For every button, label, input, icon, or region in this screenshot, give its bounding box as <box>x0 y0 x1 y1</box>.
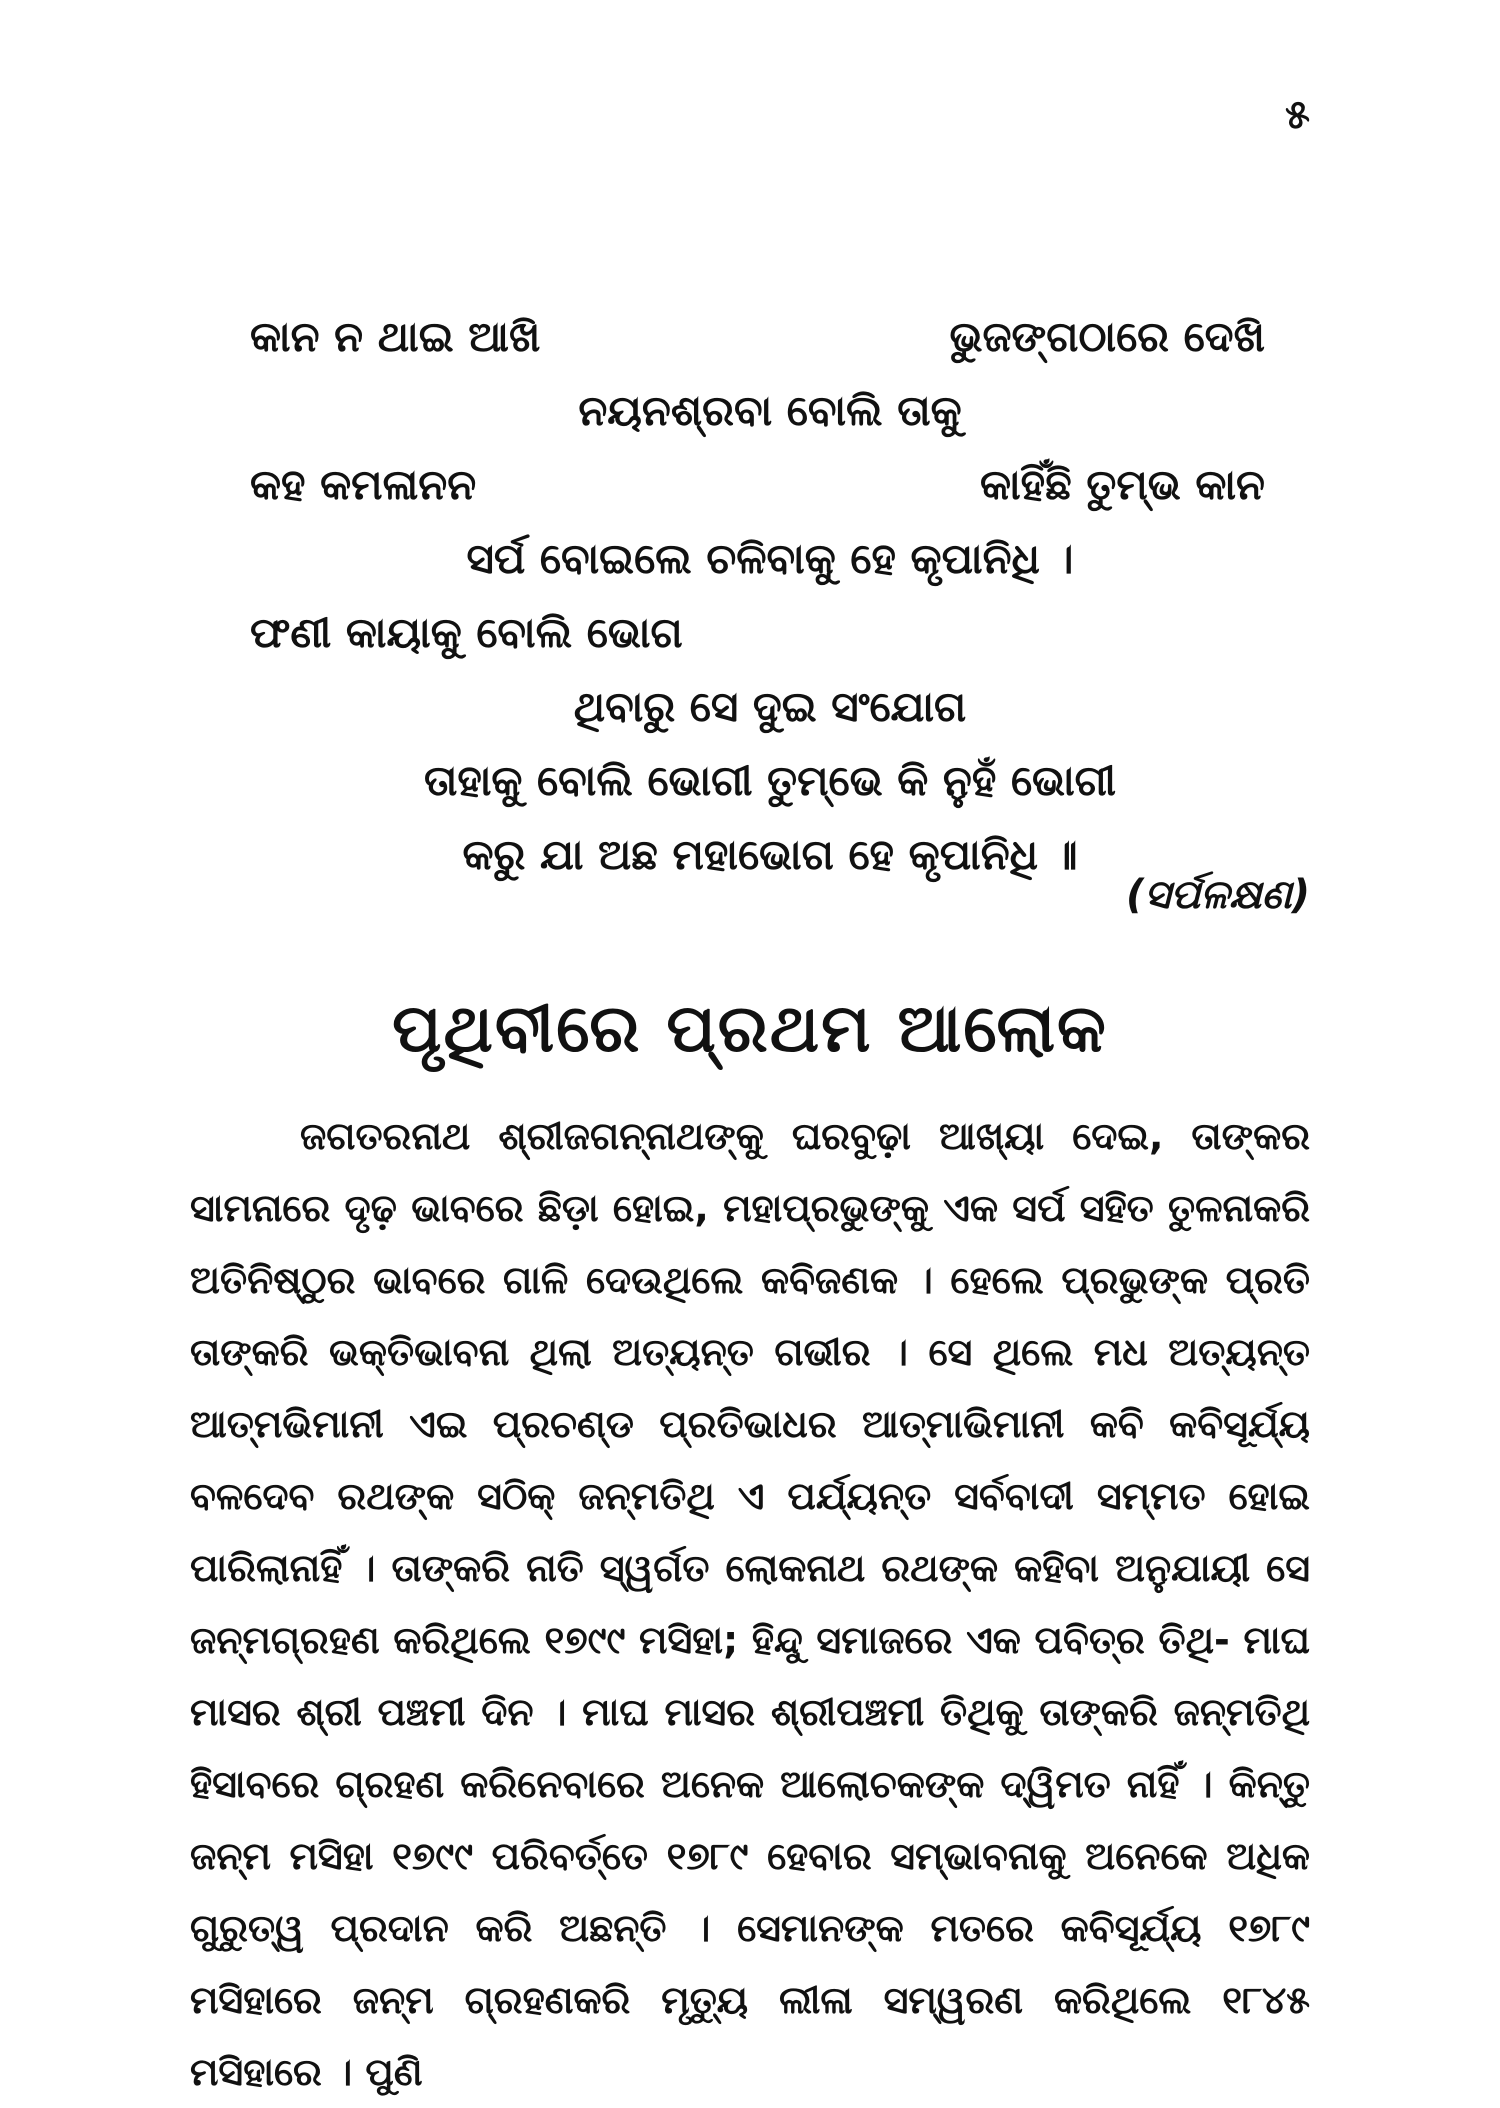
poem-source: (ସର୍ପଳକ୍ଷଣ) <box>1125 872 1310 918</box>
poem-line-left: କାନ ନ ଥାଇ ଆଖି <box>250 312 541 361</box>
page-number: ୫ <box>1285 92 1310 138</box>
chapter-body-paragraph: ଜଗତରନାଥ ଶ୍ରୀଜଗନ୍ନାଥଙ୍କୁ ଘରବୁଢ଼ା ଆଖ୍ୟା ଦେଇ, ତାଙ୍କର ସାମନାରେ ଦୃଢ଼ ଭାବରେ ଛିଡ଼ା ହୋଇ, ମହାପ୍ରଭୁଙ୍କୁ ଏକ ସର୍ପ ସହିତ ତୁଳନାକରି ଅତିନିଷ୍ଠୁର ଭାବରେ ଗାଳି ଦେଉଥିଲେ କବିଜଣକ । ହେଲେ ପ୍ରଭୁଙ୍କ ପ୍ରତି ତାଙ୍କରି ଭକ୍ତିଭାବନା ଥିଲା ଅତ୍ୟନ୍ତ ଗଭୀର । ସେ ଥିଲେ ମଧ ଅତ୍ୟନ୍ତ ଆତ୍ମଭିମାନୀ ଏଇ ପ୍ରଚଣ୍ଡ ପ୍ରତିଭାଧର ଆତ୍ମାଭିମାନୀ କବି କବିସୂର୍ଯ୍ୟ ବଳଦେବ ରଥଙ୍କ ସଠିକ୍ ଜନ୍ମତିଥି ଏ ପର୍ଯ୍ୟନ୍ତ ସର୍ବବାଦୀ ସମ୍ମତ ହୋଇ ପାରିଲାନାହିଁ । ତାଙ୍କରି ନାତି ସ୍ୱର୍ଗତ ଲୋକନାଥ ରଥଙ୍କ କହିବା ଅନୁଯାୟୀ ସେ ଜନ୍ମଗ୍ରହଣ କରିଥିଲେ ୧୭୯୯ ମସିହା; ହିନ୍ଦୁ ସମାଜରେ ଏକ ପବିତ୍ର ତିଥି- ମାଘ ମାସର ଶ୍ରୀ ପଞ୍ଚମୀ ଦିନ । ମାଘ ମାସର ଶ୍ରୀପଞ୍ଚମୀ ତିଥିକୁ ତାଙ୍କରି ଜନ୍ମତିଥି ହିସାବରେ ଗ୍ରହଣ କରିନେବାରେ ଅନେକ ଆଲୋଚକଙ୍କ ଦ୍ୱିମତ ନାହିଁ । କିନ୍ତୁ ଜନ୍ମ ମସିହା ୧୭୯୯ ପରିବର୍ତ୍ତେ ୧୭୮୯ ହେବାର ସମ୍ଭାବନାକୁ ଅନେକେ ଅଧିକ ଗୁରୁତ୍ୱ ପ୍ରଦାନ କରି ଅଛନ୍ତି । ସେମାନଙ୍କ ମତରେ କବିସୂର୍ଯ୍ୟ ୧୭୮୯ ମସିହାରେ ଜନ୍ମ ଗ୍ରହଣକରି ମୃତ୍ୟୁ ଲୀଳା ସମ୍ୱରଣ କରିଥିଲେ ୧୮୪୫ ମସିହାରେ । ପୁଣି <box>190 1114 1310 2094</box>
poem-block <box>250 300 1290 892</box>
poem-line <box>250 596 1290 670</box>
poem-line-center: ନୟନଶ୍ରବା ବୋଲି ତାକୁ <box>578 386 962 435</box>
poem-line <box>250 670 1290 744</box>
poem-line-right: କାହିଁଛି ତୁମ୍ଭ କାନ <box>980 460 1265 509</box>
poem-line-center: ତାହାକୁ ବୋଲି ଭୋଗୀ ତୁମ୍ଭେ କି ନୁହଁ ଭୋଗୀ <box>423 756 1117 805</box>
poem-line <box>250 374 1290 448</box>
poem-line-center: ଥିବାରୁ ସେ ଦୁଇ ସଂଯୋଗ <box>573 682 967 731</box>
poem-line-left: କହ କମଳାନନ <box>250 460 477 509</box>
poem-line-center: କରୁ ଯା ଅଛ ମହାଭୋଗ ହେ କୃପାନିଧି ॥ <box>462 830 1078 879</box>
poem-line-right: ଭୁଜଙ୍ଗଠାରେ ଦେଖି <box>949 312 1265 361</box>
poem-line-center: ସର୍ପ ବୋଇଲେ ଚଳିବାକୁ ହେ କୃପାନିଧି । <box>466 534 1074 583</box>
poem-line <box>250 300 1290 374</box>
poem-line-left: ଫଣୀ କାୟାକୁ ବୋଲି ଭୋଗ <box>250 608 683 657</box>
chapter-title: ପୃଥିବୀରେ ପ୍ରଥମ ଆଲୋକ <box>392 990 1108 1067</box>
poem-line <box>250 448 1290 522</box>
poem-line <box>250 744 1290 818</box>
poem-line <box>250 522 1290 596</box>
